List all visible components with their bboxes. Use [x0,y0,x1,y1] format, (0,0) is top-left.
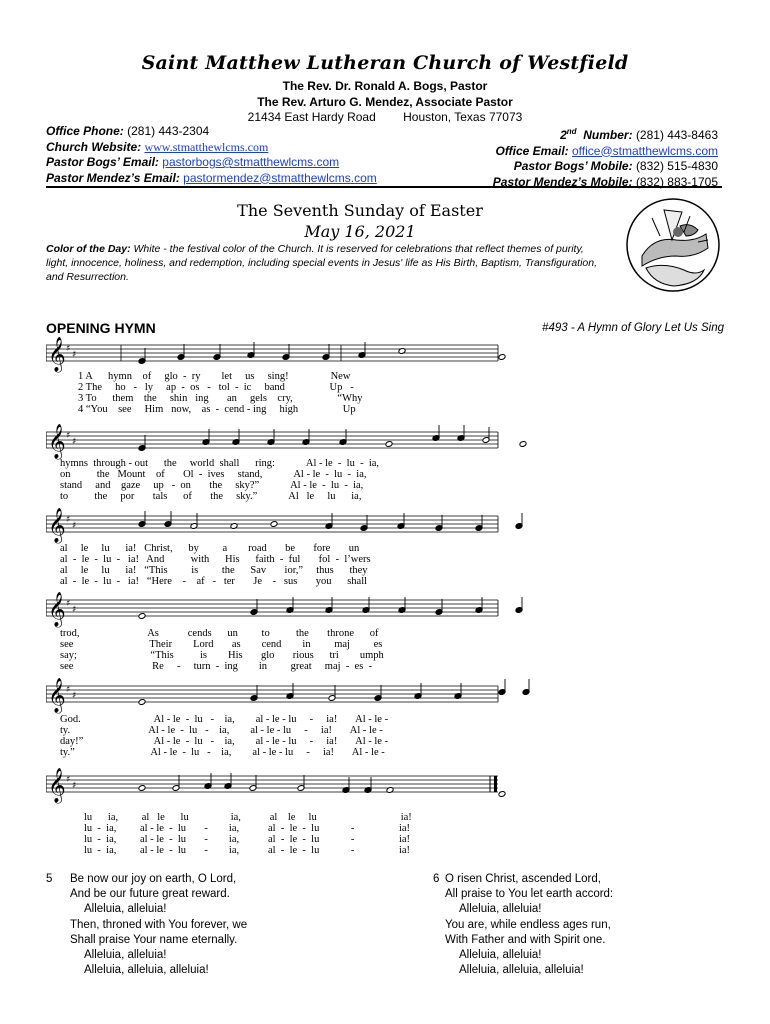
sharp-icon: ♯ [66,431,71,441]
street-address: 21434 East Hardy Road [247,110,376,124]
sharp-icon: ♯ [72,521,77,531]
lyric-line: 2 The ho - ly ap - os - tol - ic band Up - [78,382,354,393]
sharp-icon: ♯ [72,691,77,701]
music-staff-1 [46,335,722,375]
pastor-mendez-mobile: Pastor Mendez’s Mobile: (832) 883-1705 [492,174,718,189]
mendez-email-link[interactable]: pastormendez@stmatthewlcms.com [183,170,377,185]
sharp-icon: ♯ [72,350,77,360]
staff-graphic [46,335,722,375]
stanza-line: Alleluia, alleluia! [84,949,167,962]
header-divider [46,186,722,188]
stanza-line: Be now our joy on earth, O Lord, [70,873,237,885]
ascension-logo-icon [624,196,722,294]
music-staff-2 [46,422,722,462]
note-head [138,785,146,792]
music-staff-4 [46,590,722,630]
service-title: The Seventh Sunday of Easter [237,201,483,220]
lyric-line: lu - ia, al - le - lu - ia, al - le - lu - ia! [84,823,411,834]
stanza-lines [70,872,247,978]
treble-clef-icon: 𝄞 [48,592,66,627]
lyric-line: 4 “You see Him now, as - cend - ing high Up [78,404,356,415]
office-phone: Office Phone: (281) 443-2304 [46,124,210,138]
note-head [398,348,406,355]
color-of-day [46,242,606,284]
church-address [0,110,770,124]
stanza-line: Alleluia, alleluia, alleluia! [84,964,209,977]
note-head [230,523,238,530]
lyric-line: ty. Al - le - lu - ia, al - le - lu - ia! Al - le - [60,725,383,736]
contact-block-right [493,124,718,190]
note-head [386,787,394,794]
church-name: Saint Matthew Lutheran Church of Westfield [141,52,629,74]
lyric-line: al - le - lu - ia! “Here - af - ter Je - sus you shall [60,576,368,587]
sharp-icon: ♯ [66,344,71,354]
lyric-line: lu - ia, al - le - lu - ia, al - le - lu - ia! [84,834,411,845]
music-staff-3 [46,506,722,546]
stanza-line: Then, throned with You forever, we [70,918,248,931]
pastor-bogs-mobile: Pastor Bogs’ Mobile: (832) 515-4830 [513,159,718,173]
note-head [498,354,506,361]
stanza-line: Alleluia, alleluia! [84,903,167,916]
lyric-line: day!” Al - le - lu - ia, al - le - lu - ia! Al - le - [60,736,389,747]
sharp-icon: ♯ [66,599,71,609]
lyric-line: al - le - lu - ia! And with His faith - ful fol - l’wers [60,554,371,565]
stanza-line: With Father and with Spirit one. [445,933,606,946]
stanza-line: O risen Christ, ascended Lord, [445,873,601,885]
bogs-email-link[interactable]: pastorbogs@stmatthewlcms.com [162,155,340,169]
treble-clef-icon: 𝄞 [48,508,66,543]
color-label: Color of the Day: [46,243,131,255]
pastor-bogs-email: Pastor Bogs’ Email: pastorbogs@stmatthewlcms.com [46,155,340,169]
associate-pastor-line: The Rev. Arturo G. Mendez, Associate Pastor [257,95,513,109]
lyric-line: see Their Lord as cend in maj es [60,639,383,650]
stanza-line: And be our future great reward. [70,888,230,901]
lyric-line: al le lu ia! “This is the Sav ior,” thus they [60,565,368,576]
note-head [498,791,506,798]
pastor-mendez-email: Pastor Mendez’s Email: pastormendez@stmatthewlcms.com [46,170,377,185]
sharp-icon: ♯ [72,605,77,615]
section-opening-hymn: OPENING HYMN [46,320,156,336]
pastor-line: The Rev. Dr. Ronald A. Bogs, Pastor [282,79,488,93]
note-head [385,441,393,448]
stanza-line: Shall praise Your name eternally. [70,933,238,946]
staff-graphic [46,422,722,462]
city-state-zip: Houston, Texas 77073 [403,110,523,124]
treble-clef-icon: 𝄞 [48,337,66,372]
music-staff-5 [46,676,722,716]
lyric-line: stand and gaze up - on the sky?” Al - le - lu - ia, [60,480,364,491]
lyric-line: lu ia, al le lu ia, al le lu ia! [84,812,412,823]
treble-clef-icon: 𝄞 [48,678,66,713]
lyric-line: on the Mount of Ol - ives stand, Al - le - lu - ia, [60,469,367,480]
lyric-line: hymns through - out the world shall ring: Al - le - lu - ia, [60,458,380,469]
staff-graphic [46,506,722,546]
office-email: Office Email: office@stmatthewlcms.com [495,143,718,158]
note-head [138,699,146,706]
lyric-line: say; “This is His glo rious tri umph [60,650,384,661]
note-head [138,613,146,620]
contact-block-left [46,124,377,186]
sharp-icon: ♯ [66,515,71,525]
color-description: White - the festival color of the Church. It is reserved for celebrations that reflect themes of purity, light, innocence, holiness, and redemption, including special events in Jesus' life as His Birth, Baptism, Transfiguration, and Resurrection. [46,243,598,283]
note-head [270,521,278,528]
stanza-line: You are, while endless ages run, [445,918,611,931]
hymn-reference: #493 - A Hymn of Glory Let Us Sing [542,322,724,334]
sharp-icon: ♯ [72,781,77,791]
treble-clef-icon: 𝄞 [48,768,66,803]
lyric-line: al le lu ia! Christ, by a road be fore un [60,543,360,554]
staff-graphic [46,590,722,630]
note-head [519,441,527,448]
lyric-line: God. Al - le - lu - ia, al - le - lu - ia! Al - le - [60,714,389,725]
stanza-number: 6 [433,873,440,885]
stanza-line: Alleluia, alleluia, alleluia! [459,964,584,977]
office-email-link[interactable]: office@stmatthewlcms.com [572,143,718,158]
treble-clef-icon: 𝄞 [48,424,66,459]
stanza-number: 5 [46,873,53,885]
lyric-line: 1 A hymn of glo - ry let us sing! New [78,371,351,382]
church-website: Church Website: www.stmatthewlcms.com [46,139,269,154]
second-number: 2nd Number: (281) 443-8463 [560,127,718,142]
sharp-icon: ♯ [72,437,77,447]
website-link[interactable]: www.stmatthewlcms.com [144,139,269,154]
lyric-line: see Re - turn - ing in great maj - es - [60,661,373,672]
stanza-line: Alleluia, alleluia! [459,949,542,962]
lyric-line: to the por tals of the sky.” Al le lu ia, [60,491,362,502]
staff-graphic [46,676,722,716]
staff-graphic [46,766,722,806]
stanza-lines [445,872,613,978]
stanza-line: All praise to You let earth accord: [445,888,614,901]
lyric-line: trod, As cends un to the throne of [60,628,379,639]
sharp-icon: ♯ [66,685,71,695]
music-staff-6 [46,766,722,806]
sharp-icon: ♯ [66,775,71,785]
service-date: May 16, 2021 [304,222,416,241]
lyric-line: 3 To them the shin ing an gels cry, “Why [78,393,363,404]
stanza-line: Alleluia, alleluia! [459,903,542,916]
lyric-line: lu - ia, al - le - lu - ia, al - le - lu - ia! [84,845,411,856]
lyric-line: ty.” Al - le - lu - ia, al - le - lu - ia! Al - le - [60,747,385,758]
